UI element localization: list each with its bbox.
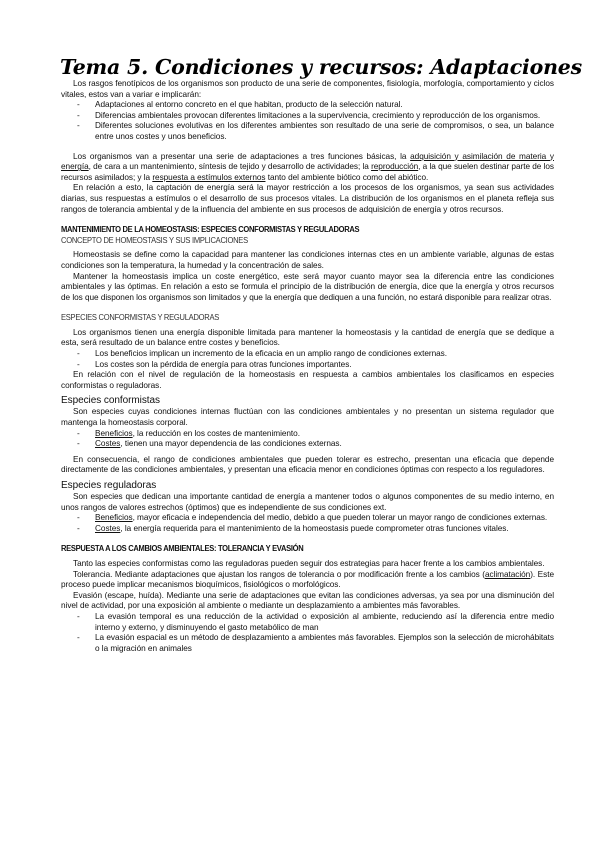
underlined-term: Costes [95, 439, 121, 449]
conformist-consequence-paragraph: En consecuencia, el rango de condiciones ambientales que pueden tolerar es estrecho, presentan una eficacia que depende directamente de las condiciones ambientales, y presentan una eficacia menor en condiciones óptimas con respecto a los reguladores. [61, 454, 554, 475]
classification-paragraph: En relación con el nivel de regulación de la homeostasis en respuesta a cambios ambientales los clasificamos en especies conformistas o reguladoras. [61, 370, 554, 390]
underlined-term: Costes [95, 523, 121, 533]
conformist-list [61, 429, 554, 450]
subheading-homeostasis-concept: CONCEPTO DE HOMEOSTASIS Y SUS IMPLICACIONES [61, 234, 248, 245]
energy-balance-paragraph: Los organismos tienen una energía disponible limitada para mantener la homeostasis y la cantidad de energía que se dedique a esta, será resultado de un balance entre costes y beneficios. [61, 327, 554, 348]
regulator-heading: Especies reguladoras [61, 480, 157, 491]
underlined-term: respuesta a estímulos externos [152, 172, 266, 182]
underlined-term: Beneficios [95, 513, 133, 523]
text-run: tanto del ambiente biótico como del abiótico. [265, 172, 429, 182]
evasion-list [61, 612, 554, 654]
underlined-term: aclimatación [484, 569, 531, 579]
list-item [61, 524, 554, 535]
text-run: , la energía requerida para el mantenimiento de la homeostasis puede comprometer otras funciones vitales. [120, 523, 509, 533]
text-run: , de cara a un mantenimiento, síntesis de tejido y desarrollo de actividades; la [88, 162, 372, 172]
document-title: Tema 5. Condiciones y recursos: Adaptaciones [60, 55, 582, 79]
list-item: - Los costes son la pérdida de energía para otras funciones importantes. [61, 360, 554, 371]
text-run: Los organismos van a presentar una serie de adaptaciones a tres funciones básicas, la [73, 151, 411, 161]
list-item [61, 439, 554, 450]
functions-paragraph [61, 152, 554, 184]
strategies-paragraph: Tanto las especies conformistas como las reguladoras pueden seguir dos estrategias para hacer frente a los cambios ambientales. [73, 558, 545, 568]
list-item [61, 429, 554, 440]
list-item: - Los beneficios implican un incremento de la eficacia en un amplio rango de condiciones externas. [61, 349, 554, 360]
conformist-paragraph: Son especies cuyas condiciones internas fluctúan con las condiciones ambientales y no presentan un sistema regulador que mantenga la homeostasis corporal. [61, 407, 554, 428]
list-item: - Adaptaciones al entorno concreto en el que habitan, producto de la selección natural. [61, 100, 554, 111]
list-item: - Diferentes soluciones evolutivas en los diferentes ambientes son resultado de una serie de compromisos, o sea, un balance entre unos costes y unos beneficios. [61, 121, 554, 142]
section-heading-homeostasis: MANTENIMIENTO DE LA HOMEOSTASIS: ESPECIES CONFORMISTAS Y REGULADORAS [61, 224, 360, 235]
list-item: - Diferencias ambientales provocan diferentes limitaciones a la supervivencia, crecimiento y reproducción de los organismos. [61, 111, 554, 122]
text-run: , tienen una mayor dependencia de las condiciones externas. [120, 439, 342, 449]
conformist-heading: Especies conformistas [61, 395, 160, 407]
homeostasis-cost-paragraph: Mantener la homeostasis implica un coste energético, este será mayor cuanto mayor sea la diferencia entre las condiciones ambientales y las óptimas. En relación a esto se formula el principio de la distribución de energía, dice que la energía y otros recursos de los que disponen los organismos son limitados y que la energía que dediquen a una función, no estará disponible para realizar otras. [61, 271, 554, 302]
text-run: , la reducción en los costes de mantenimiento. [132, 428, 300, 438]
intro-list [61, 100, 554, 142]
text-run: , mayor eficacia e independencia del medio, debido a que pueden tolerar un mayor rango de condiciones externas. [132, 513, 548, 523]
list-item [61, 513, 554, 524]
homeostasis-definition: Homeostasis se define como la capacidad para mantener las condiciones internas ctes en un ambiente variable, algunas de estas condiciones son la temperatura, la humedad y la concentración de sales. [61, 250, 554, 270]
regulator-list [61, 513, 554, 534]
underlined-term: adquisición y asimilación de materia y energía [61, 151, 554, 172]
intro-paragraph: Los rasgos fenotípicos de los organismos son producto de una serie de componentes, fisiología, morfología, comportamiento y ciclos vitales, estos van a variar e implicarán: [61, 79, 554, 99]
underlined-term: Beneficios [95, 428, 133, 438]
text-run: ). Este proceso puede implicar mecanismos bioquímicos, fisiológicos o morfológicos. [61, 569, 554, 590]
energy-paragraph: En relación a esto, la captación de energía será la mayor restricción a los procesos de los organismos, ya sean sus actividades diarias, sus respuestas a estímulos o el desarrollo de sus procesos vitales. La distribución de los organismos en el planeta refleja sus rangos de tolerancia ambiental y de la influencia del ambiente en sus procesos de adquisición de energía y otros recursos. [61, 183, 554, 214]
tolerance-paragraph [61, 570, 554, 591]
list-item: - La evasión espacial es un método de desplazamiento a ambientes más favorables. Ejemplos son la selección de microhábitats o la migración en animales [61, 633, 554, 654]
text-run: Tolerancia. Mediante adaptaciones que ajustan los rangos de tolerancia o por modificación frente a los cambios ( [73, 569, 485, 579]
underlined-term: reproducción [371, 162, 419, 172]
cost-benefit-list [61, 349, 554, 370]
regulator-paragraph: Son especies que dedican una importante cantidad de energía a mantener todos o algunos componentes de su medio interno, en unos rangos de valores estrechos (óptimos) que es independiente de sus condiciones ext. [61, 492, 554, 512]
list-item: - La evasión temporal es una reducción de la actividad o exposición al ambiente, reduciendo así la diferencia entre medio interno y externo, y disminuyendo el gasto metabólico de man [61, 612, 554, 633]
text-run: , a la que suelen destinar parte de los recursos asimilados; y la [61, 162, 554, 182]
evasion-paragraph: Evasión (escape, huída). Mediante una serie de adaptaciones que evitan las condiciones adversas, ya sea por una disminución del nivel de actividad, por una exposición al ambiente o mediante un desplazamiento a ambientes más favorables. [61, 590, 554, 611]
document-body [61, 79, 554, 654]
subheading-species-types: ESPECIES CONFORMISTAS Y REGULADORAS [61, 312, 220, 323]
section-heading-responses: RESPUESTA A LOS CAMBIOS AMBIENTALES: TOLERANCIA Y EVASIÓN [61, 543, 304, 554]
